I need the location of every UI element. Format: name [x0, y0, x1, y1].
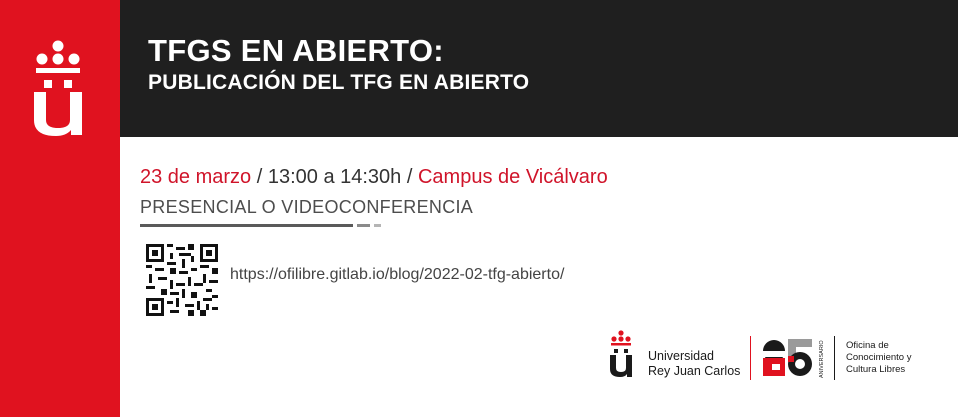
office-name-line-3: Cultura Libres	[846, 364, 906, 375]
red-side-bar	[0, 0, 120, 417]
page-subtitle: PUBLICACIÓN DEL TFG EN ABIERTO	[148, 71, 530, 94]
office-name-line-1: Oficina de	[846, 340, 889, 351]
event-mode: PRESENCIAL O VIDEOCONFERENCIA	[140, 197, 474, 217]
urjc-crown-u-logo	[26, 40, 90, 140]
footer-separator-red	[750, 336, 751, 380]
university-name-line-1: Universidad	[648, 349, 715, 363]
qr-code-icon[interactable]	[146, 244, 218, 316]
university-name-line-2: Rey Juan Carlos	[648, 364, 741, 378]
25-anniversary-logo-icon	[760, 336, 816, 380]
event-date: 23 de marzo	[140, 166, 252, 188]
divider-rule-short	[374, 224, 381, 227]
event-url-link[interactable]: https://ofilibre.gitlab.io/blog/2022-02-tfg-abierto/	[230, 266, 565, 283]
footer-separator-dark	[834, 336, 835, 380]
header-banner	[120, 0, 958, 137]
office-name-line-2: Conocimiento y	[846, 352, 912, 363]
event-location: Campus de Vicálvaro	[417, 166, 608, 188]
office-name	[846, 340, 911, 376]
event-details	[140, 166, 608, 189]
anniversary-vertical-label	[816, 337, 826, 379]
anniversary-label-text: ANIVERSARIO	[819, 340, 825, 378]
page-title: TFGS EN ABIERTO:	[148, 33, 444, 68]
divider-rule-long	[140, 224, 353, 227]
urjc-footer-logo-icon	[607, 330, 635, 378]
divider-rule-mid	[357, 224, 370, 227]
event-separator-2: /	[401, 166, 418, 188]
event-separator-1: /	[251, 166, 268, 188]
university-name	[648, 349, 740, 379]
event-time: 13:00 a 14:30h	[267, 166, 402, 188]
